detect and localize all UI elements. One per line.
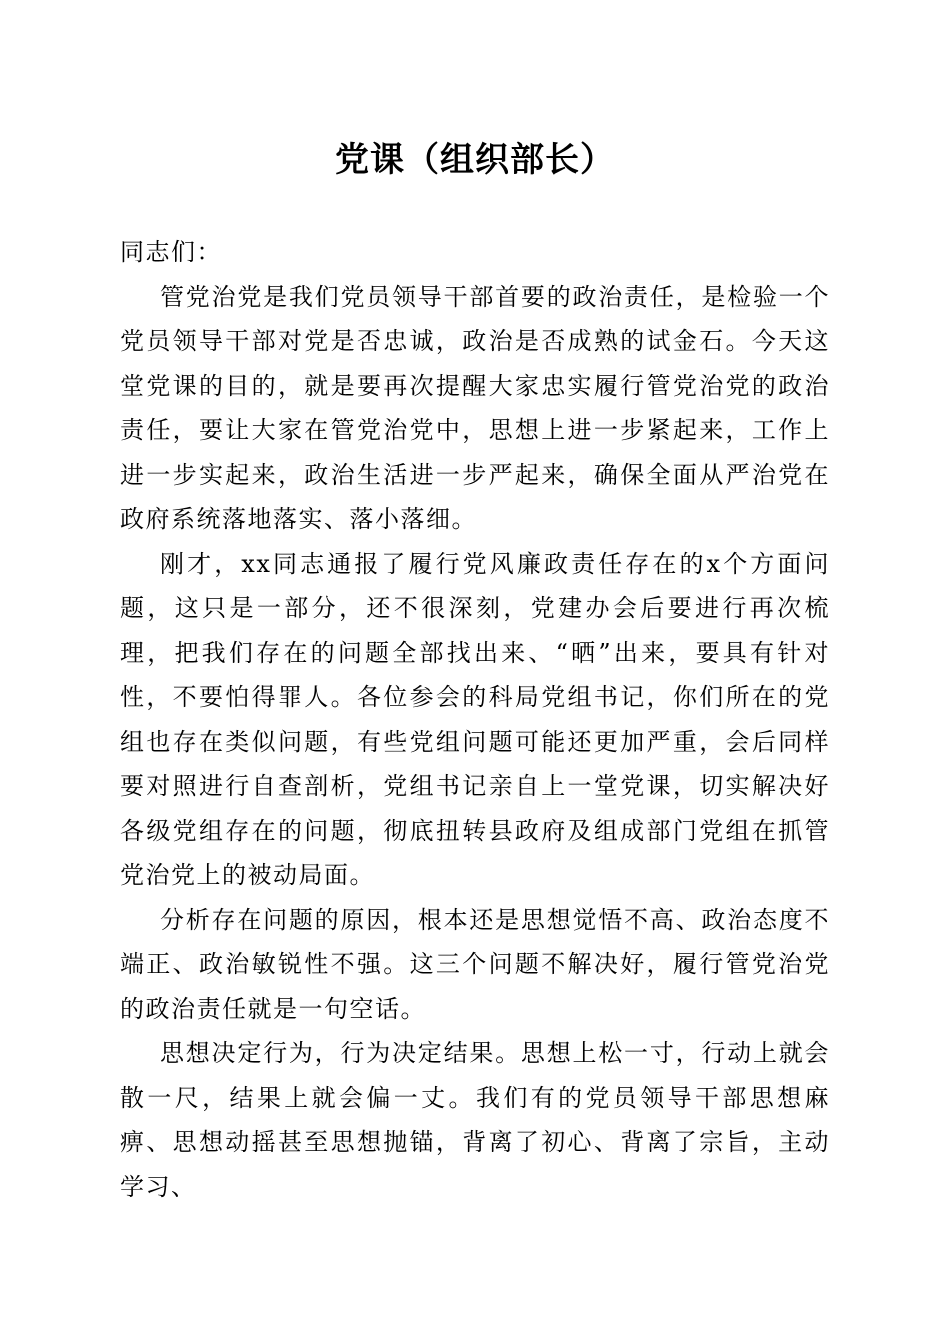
paragraph-1: 管党治党是我们党员领导干部首要的政治责任，是检验一个党员领导干部对党是否忠诚，政治是否成熟的试金石。今天这堂党课的目的，就是要再次提醒大家忠实履行管党治党的政治责任，要让大家在管党治党中，思想上进一步紧起来，工作上进一步实起来，政治生活进一步严起来，确保全面从严治党在政府系统落地落实、落小落细。 xyxy=(120,282,830,533)
salutation: 同志们： xyxy=(120,238,222,266)
document-title: 党课（组织部长） xyxy=(335,140,615,180)
paragraph-4: 思想决定行为，行为决定结果。思想上松一寸，行动上就会散一尺，结果上就会偏一丈。我们有的党员领导干部思想麻痹、思想动摇甚至思想抛锚，背离了初心、背离了宗旨，主动学习、 xyxy=(120,1039,830,1201)
document-body xyxy=(120,230,830,1209)
paragraph-2: 刚才，xx同志通报了履行党风廉政责任存在的x个方面问题，这只是一部分，还不很深刻，党建办会后要进行再次梳理，把我们存在的问题全部找出来、“晒”出来，要具有针对性，不要怕得罪人。各位参会的科局党组书记，你们所在的党组也存在类似问题，有些党组问题可能还更加严重，会后同样要对照进行自查剖析，党组书记亲自上一堂党课，切实解决好各级党组存在的问题，彻底扭转县政府及组成部门党组在抓管党治党上的被动局面。 xyxy=(120,549,830,889)
paragraph-3: 分析存在问题的原因，根本还是思想觉悟不高、政治态度不端正、政治敏锐性不强。这三个问题不解决好，履行管党治党的政治责任就是一句空话。 xyxy=(120,905,830,1023)
